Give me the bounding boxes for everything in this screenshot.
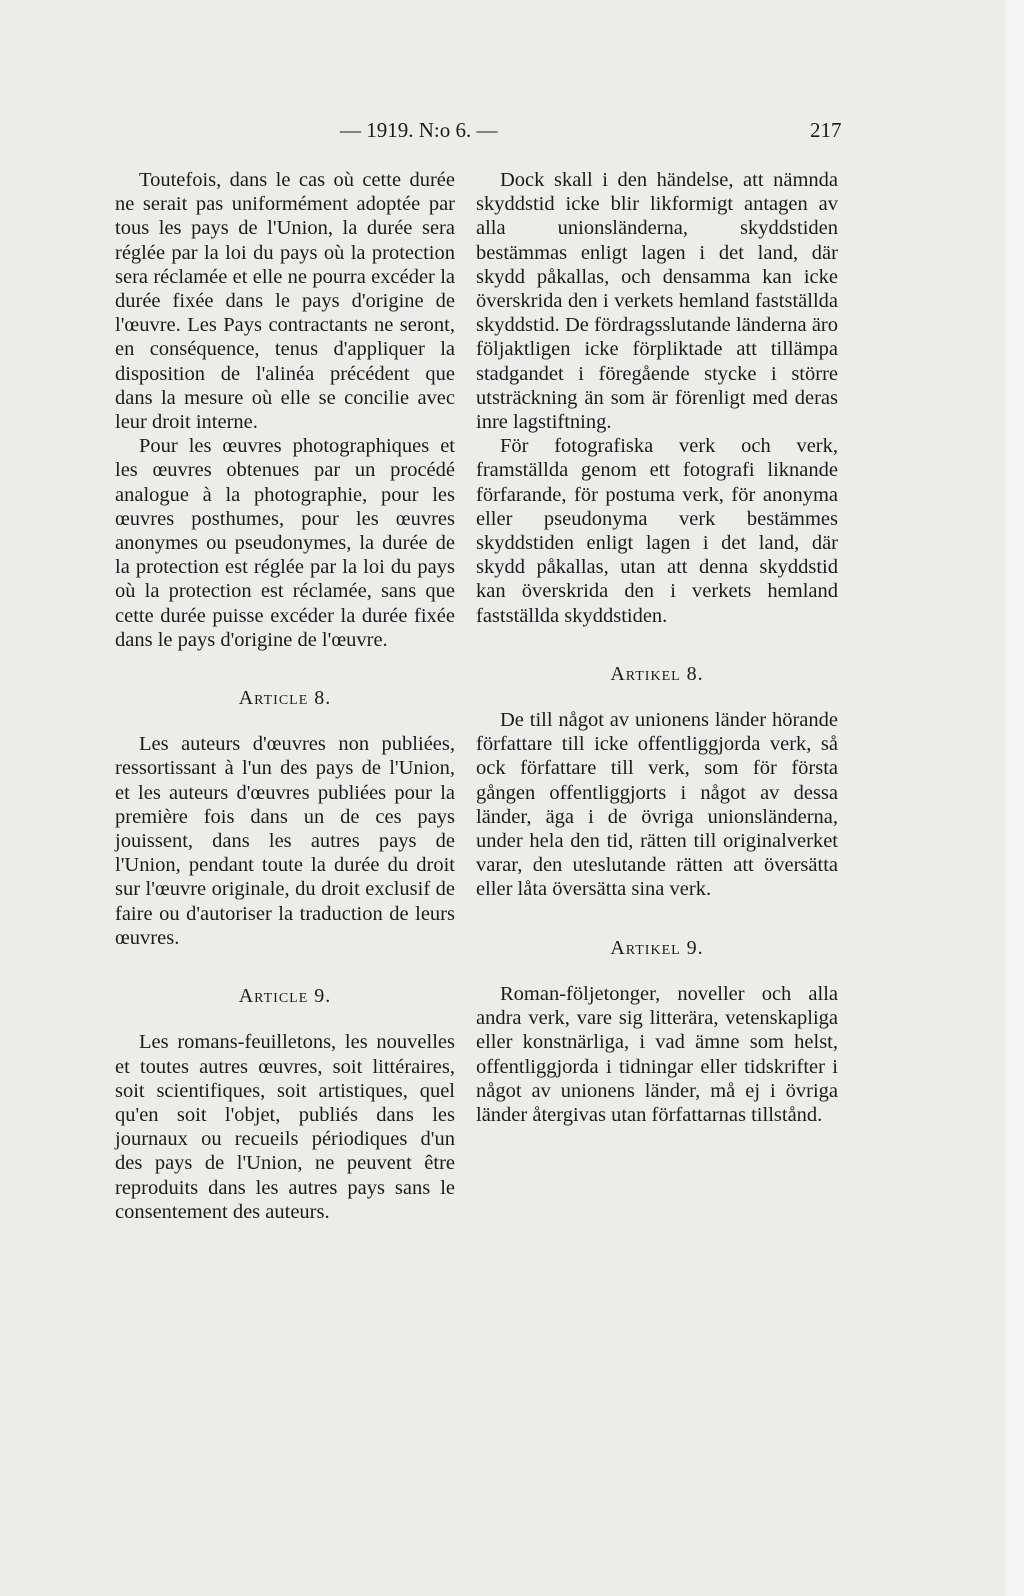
page-number: 217 <box>810 118 842 142</box>
page-header <box>0 118 1005 148</box>
swedish-article-8-text: De till något av unionens länder hörande författare till icke offentliggjorda verk, så ock författare till verk, som för första gången offentliggjorts i något av dessa länder, äga i de övriga unionsländerna, under hela den tid, rätten till originalverket varar, den uteslutande rätten att översätta eller låta översätta sina verk. <box>476 709 838 901</box>
swedish-column <box>476 168 838 1127</box>
french-article-9-heading: Article 9. <box>238 985 332 1008</box>
page-edge <box>1005 0 1024 1596</box>
french-article-9-text: Les romans-feuilletons, les nouvelles et toutes autres œuvres, soit littéraires, soit scientifiques, soit artistiques, quel qu'en soit l'objet, publiés dans les journaux ou recueils périodiques d'un des pays de l'Union, ne peuvent être reproduits dans les autres pays sans le consentement des auteurs. <box>115 1031 455 1223</box>
french-paragraph-1: Toutefois, dans le cas où cette durée ne serait pas uniformément adoptée par tous les pays de l'Union, la durée sera réglée par la loi du pays où la protection sera réclamée et elle ne pourra excéder la durée fixée dans le pays d'origine de l'œuvre. Les Pays contractants ne seront, en conséquence, tenus d'appliquer la disposition de l'alinéa précédent que dans la mesure où elle se concilie avec leur droit interne. <box>115 169 455 434</box>
swedish-article-8-heading: Artikel 8. <box>610 662 704 685</box>
swedish-paragraph-2: För fotografiska verk och verk, framställda genom ett fotografi liknande förfarande, för postuma verk, för anonyma eller pseudonyma verk bestämmes skyddstiden enligt lagen i det land, där skydd påkallas, utan att denna skyddstid kan överskrida den i verkets hemland fastställda skyddstiden. <box>476 435 838 627</box>
running-header: — 1919. N:o 6. — <box>340 118 498 142</box>
french-column <box>115 168 455 1224</box>
swedish-paragraph-1: Dock skall i den händelse, att nämnda skyddstid icke blir likformigt antagen av alla unionsländerna, skyddstiden bestämmas enligt lagen i det land, där skydd påkallas, och densamma kan icke överskrida den i verkets hemland fastställda skyddstid. De fördragsslutande länderna äro följaktligen icke förpliktade att tillämpa stadgandet i föregående stycke i större utsträckning än som är förenligt med deras inre lagstiftning. <box>476 169 838 434</box>
swedish-article-9-text: Roman-följetonger, noveller och alla andra verk, vare sig litterära, vetenskapliga eller konstnärliga, i vad ämne som helst, offentliggjorda i tidningar eller tidskrifter i något av unionens länder, må ej i övriga länder återgivas utan författarnas tillstånd. <box>476 982 838 1126</box>
french-paragraph-2: Pour les œuvres photographiques et les œuvres obtenues par un procédé analogue à la photographie, pour les œuvres posthumes, pour les œuvres anonymes ou pseudonymes, la durée de la protection est réglée par la loi du pays où la protection est réclamée, sans que cette durée puisse excéder la durée fixée dans le pays d'origine de l'œuvre. <box>115 435 455 651</box>
french-article-8-heading: Article 8. <box>238 687 332 710</box>
french-article-8-text: Les auteurs d'œuvres non publiées, ressortissant à l'un des pays de l'Union, et les auteurs d'œuvres publiées pour la première fois dans un de ces pays jouissent, dans les autres pays de l'Union, pendant toute la durée du droit sur l'œuvre originale, du droit exclusif de faire ou d'autoriser la traduction de leurs œuvres. <box>115 733 455 949</box>
swedish-article-9-heading: Artikel 9. <box>610 936 704 959</box>
